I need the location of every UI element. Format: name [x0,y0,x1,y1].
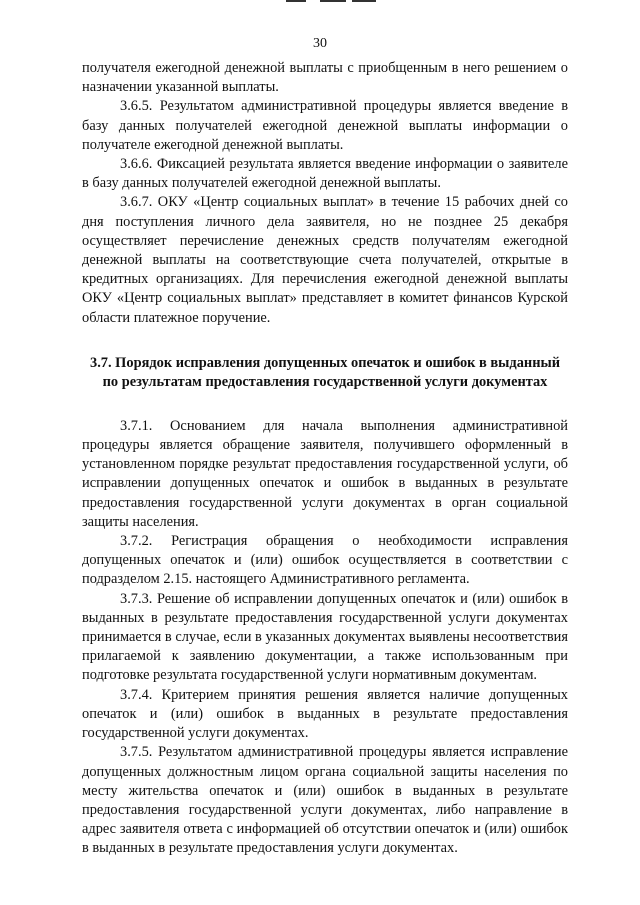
paragraph-continuation: получателя ежегодной денежной выплаты с приобщенным в него решением о назначении указанной выплаты. [82,60,568,96]
paragraph-3-7-4: 3.7.4. Критерием принятия решения является наличие допущенных опечаток и (или) ошибок в выданных в результате предоставления государственной услуги документах. [82,686,568,742]
paragraph-3-6-5: 3.6.5. Результатом административной процедуры является введение в базу данных получателей ежегодной денежной выплаты информации о получателе ежегодной денежной выплаты. [82,98,568,153]
paragraph-3-7-2: 3.7.2. Регистрация обращения о необходимости исправления допущенных опечаток и (или) ошибок осуществляется в соответствии с подразделом 2.15. настоящего Административного регламента. [82,533,568,588]
paragraph-3-7-5: 3.7.5. Результатом административной процедуры является исправление допущенных должностным лицом органа социальной защиты населения по месту жительства опечаток и (или) ошибок в выданных в результате предоставления государственной услуги документах, либо направление в адрес заявителя ответа с информацией об отсутствии опечаток и (или) ошибок в выданных в результате предоставления услуги документах. [82,744,568,857]
page-number: 30 [313,36,327,51]
document-body [82,59,568,859]
paragraph-3-6-7: 3.6.7. ОКУ «Центр социальных выплат» в течение 15 рабочих дней со дня поступления личного дела заявителя, но не позднее 25 декабря осуществляет перечисление денежных средств получателям ежегодной денежной выплаты на соответствующие счета получателей, открытые в кредитных организациях. Для перечисления ежегодной денежной выплаты ОКУ «Центр социальных выплат» представляет в комитет финансов Курской области платежное поручение. [82,194,568,326]
paragraph-3-7-1: 3.7.1. Основанием для начала выполнения административной процедуры является обращение заявителя, получившего оформленный в установленном порядке результат предоставления государственной услуги, об исправлении допущенных опечаток и ошибок в выданных в результате предоставления государственной услуги документах в орган социальной защиты населения. [82,417,568,530]
section-heading-3-7: 3.7. Порядок исправления допущенных опечаток и ошибок в выданный по результатам предоставления государственной услуги документах [90,354,561,391]
paragraph-3-6-6: 3.6.6. Фиксацией результата является введение информации о заявителе в базу данных получателей ежегодной денежной выплаты. [82,156,568,192]
paragraph-3-7-3: 3.7.3. Решение об исправлении допущенных опечаток и (или) ошибок в выданных в результате предоставления государственной услуги документах принимается в случае, если в указанных документах выявлены несоответствия прилагаемой к заявлению документации, а также использованным при подготовке результата государственной услуги нормативным документам. [82,590,568,684]
top-scan-marks [286,0,376,4]
